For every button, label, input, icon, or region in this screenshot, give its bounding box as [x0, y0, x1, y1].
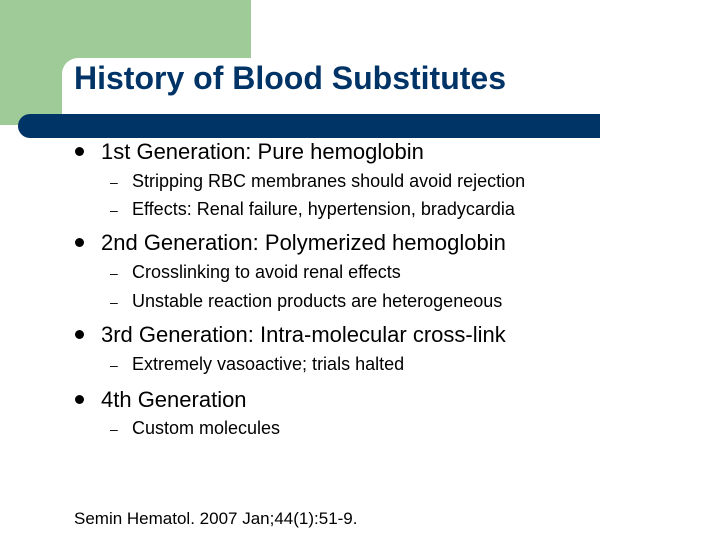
bullet-icon — [75, 238, 84, 247]
bullet-icon — [75, 330, 84, 339]
sub-bullet-item: Stripping RBC membranes should avoid rejection — [132, 171, 526, 191]
bullet-item: 3rd Generation: Intra-molecular cross-link — [101, 322, 506, 347]
sub-bullet-item: Extremely vasoactive; trials halted — [132, 354, 405, 374]
dash-icon: – — [110, 357, 118, 373]
dash-icon: – — [110, 174, 118, 190]
bullet-item: 4th Generation — [101, 387, 247, 412]
dash-icon: – — [110, 421, 118, 437]
sub-bullet-item: Custom molecules — [132, 418, 281, 438]
bullet-item: 2nd Generation: Polymerized hemoglobin — [101, 230, 506, 255]
bullet-icon — [75, 395, 84, 404]
sub-bullet-item: Unstable reaction products are heterogeneous — [132, 291, 503, 311]
citation: Semin Hematol. 2007 Jan;44(1):51-9. — [74, 509, 358, 528]
dash-icon: – — [110, 294, 118, 310]
sub-bullet-item: Effects: Renal failure, hypertension, bradycardia — [132, 199, 515, 219]
bullet-icon — [75, 147, 84, 156]
title-underline-bar — [18, 114, 600, 138]
bullet-item: 1st Generation: Pure hemoglobin — [101, 139, 424, 164]
dash-icon: – — [110, 265, 118, 281]
sub-bullet-item: Crosslinking to avoid renal effects — [132, 262, 401, 282]
slide-title: History of Blood Substitutes — [74, 60, 506, 96]
dash-icon: – — [110, 202, 118, 218]
